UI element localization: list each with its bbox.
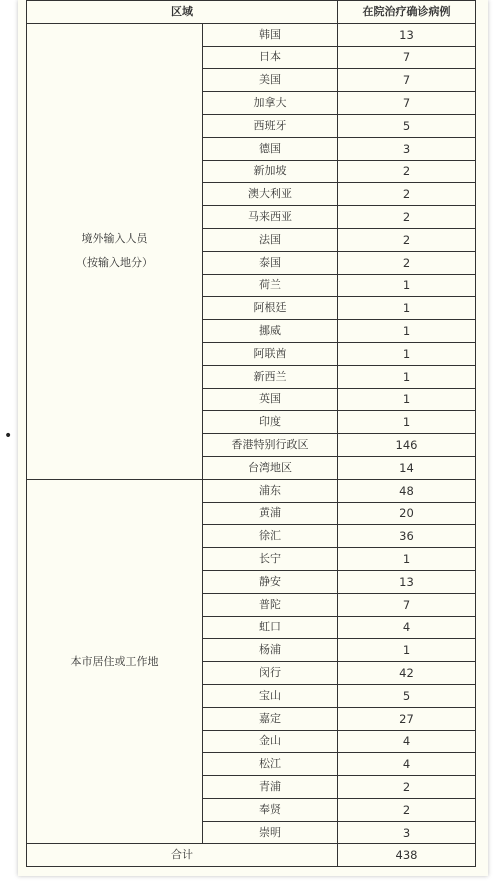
case-count: 2 bbox=[338, 776, 476, 799]
region-name: 英国 bbox=[203, 388, 338, 411]
case-count: 20 bbox=[338, 502, 476, 525]
case-count: 1 bbox=[338, 639, 476, 662]
case-count: 4 bbox=[338, 730, 476, 753]
region-name: 日本 bbox=[203, 46, 338, 69]
region-name: 浦东 bbox=[203, 479, 338, 502]
region-name: 阿根廷 bbox=[203, 297, 338, 320]
case-count: 5 bbox=[338, 114, 476, 137]
table-body bbox=[27, 23, 476, 866]
region-name: 黄浦 bbox=[203, 502, 338, 525]
hospitalized-cases-table bbox=[26, 0, 476, 867]
region-name: 虹口 bbox=[203, 616, 338, 639]
region-name: 德国 bbox=[203, 137, 338, 160]
case-count: 14 bbox=[338, 456, 476, 479]
region-name: 徐汇 bbox=[203, 525, 338, 548]
region-name: 青浦 bbox=[203, 776, 338, 799]
case-count: 2 bbox=[338, 228, 476, 251]
case-count: 1 bbox=[338, 548, 476, 571]
case-count: 7 bbox=[338, 69, 476, 92]
case-count: 7 bbox=[338, 46, 476, 69]
case-count: 2 bbox=[338, 160, 476, 183]
group-label bbox=[27, 479, 203, 844]
case-count: 146 bbox=[338, 434, 476, 457]
region-name: 阿联酋 bbox=[203, 342, 338, 365]
region-name: 静安 bbox=[203, 570, 338, 593]
total-value: 438 bbox=[338, 844, 476, 867]
region-name: 荷兰 bbox=[203, 274, 338, 297]
region-name: 西班牙 bbox=[203, 114, 338, 137]
case-count: 7 bbox=[338, 593, 476, 616]
region-name: 加拿大 bbox=[203, 92, 338, 115]
case-count: 42 bbox=[338, 662, 476, 685]
group-label-line: （按输入地分） bbox=[76, 256, 153, 270]
table-header-row bbox=[27, 1, 476, 24]
region-name: 闵行 bbox=[203, 662, 338, 685]
region-name: 泰国 bbox=[203, 251, 338, 274]
region-name: 新西兰 bbox=[203, 365, 338, 388]
case-count: 1 bbox=[338, 274, 476, 297]
case-count: 4 bbox=[338, 753, 476, 776]
case-count: 13 bbox=[338, 570, 476, 593]
region-name: 杨浦 bbox=[203, 639, 338, 662]
region-name: 法国 bbox=[203, 228, 338, 251]
region-name: 美国 bbox=[203, 69, 338, 92]
table-row bbox=[27, 23, 476, 46]
group-label-line: 境外输入人员 bbox=[81, 232, 148, 246]
case-count: 48 bbox=[338, 479, 476, 502]
case-count: 2 bbox=[338, 183, 476, 206]
case-count: 1 bbox=[338, 388, 476, 411]
header-cases: 在院治疗确诊病例 bbox=[338, 1, 476, 24]
case-count: 1 bbox=[338, 342, 476, 365]
list-bullet: • bbox=[4, 428, 13, 444]
group-label bbox=[27, 23, 203, 479]
region-name: 澳大利亚 bbox=[203, 183, 338, 206]
case-count: 1 bbox=[338, 297, 476, 320]
case-count: 7 bbox=[338, 92, 476, 115]
region-name: 韩国 bbox=[203, 23, 338, 46]
case-count: 27 bbox=[338, 707, 476, 730]
table-row bbox=[27, 479, 476, 502]
region-name: 新加坡 bbox=[203, 160, 338, 183]
region-name: 奉贤 bbox=[203, 798, 338, 821]
total-row bbox=[27, 844, 476, 867]
case-count: 5 bbox=[338, 684, 476, 707]
region-name: 金山 bbox=[203, 730, 338, 753]
case-count: 2 bbox=[338, 251, 476, 274]
region-name: 嘉定 bbox=[203, 707, 338, 730]
region-name: 马来西亚 bbox=[203, 206, 338, 229]
case-count: 1 bbox=[338, 411, 476, 434]
case-count: 1 bbox=[338, 365, 476, 388]
region-name: 香港特别行政区 bbox=[203, 434, 338, 457]
case-count: 1 bbox=[338, 320, 476, 343]
region-name: 挪威 bbox=[203, 320, 338, 343]
region-name: 松江 bbox=[203, 753, 338, 776]
region-name: 宝山 bbox=[203, 684, 338, 707]
region-name: 印度 bbox=[203, 411, 338, 434]
case-count: 2 bbox=[338, 798, 476, 821]
case-count: 36 bbox=[338, 525, 476, 548]
case-count: 4 bbox=[338, 616, 476, 639]
case-count: 2 bbox=[338, 206, 476, 229]
total-label: 合计 bbox=[27, 844, 338, 867]
case-count: 13 bbox=[338, 23, 476, 46]
case-count: 3 bbox=[338, 137, 476, 160]
region-name: 普陀 bbox=[203, 593, 338, 616]
region-name: 崇明 bbox=[203, 821, 338, 844]
group-label-line: 本市居住或工作地 bbox=[70, 654, 159, 668]
case-count: 3 bbox=[338, 821, 476, 844]
region-name: 台湾地区 bbox=[203, 456, 338, 479]
region-name: 长宁 bbox=[203, 548, 338, 571]
header-region: 区域 bbox=[27, 1, 338, 24]
article-frame bbox=[18, 0, 488, 876]
